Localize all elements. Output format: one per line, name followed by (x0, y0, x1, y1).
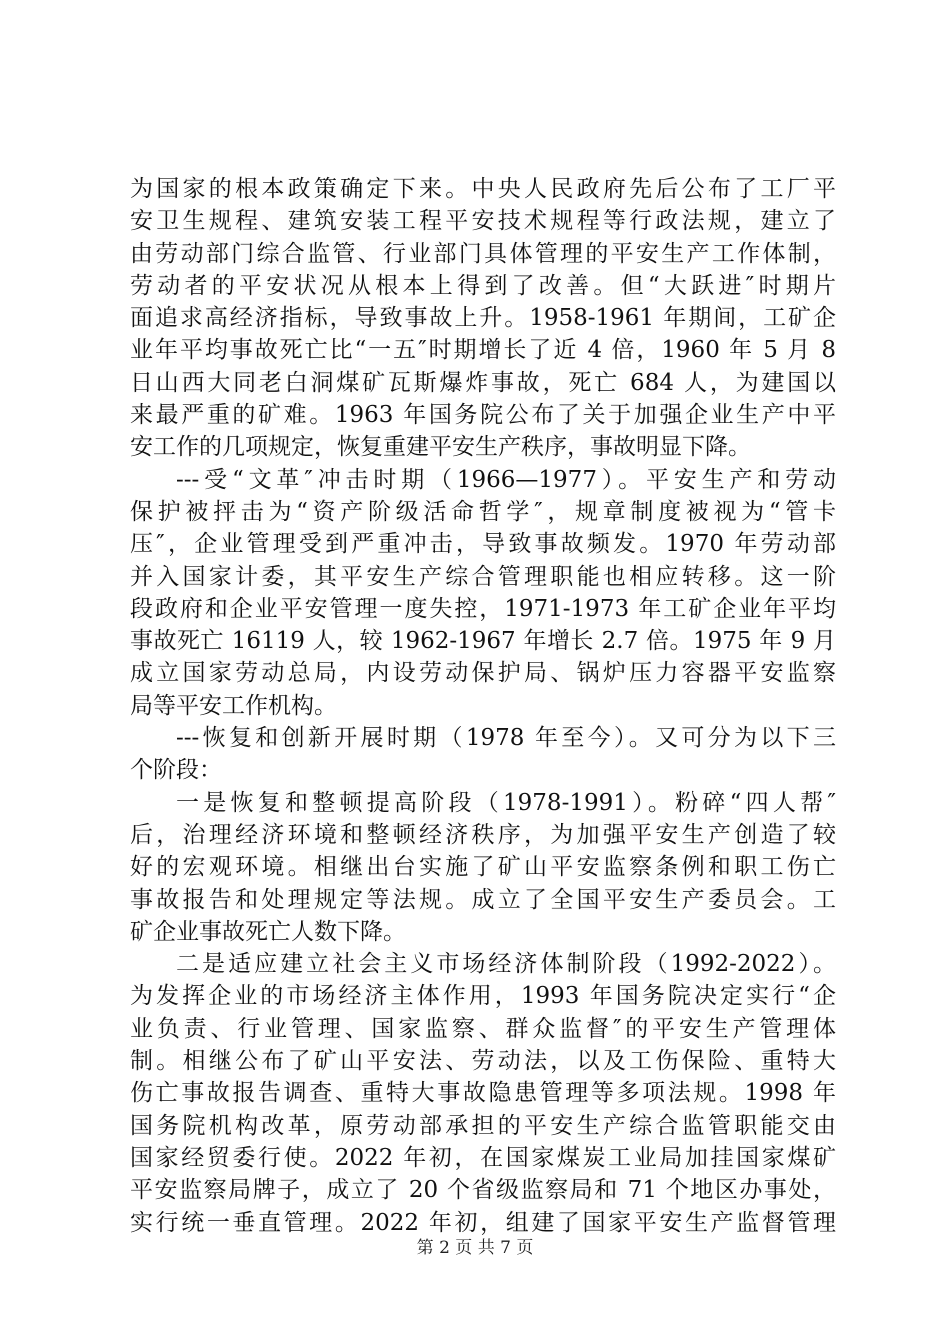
text-line: 面追求高经济指标，导致事故上升。1958-1961 年期间，工矿企 (130, 305, 836, 332)
text-line: 矿企业事故死亡人数下降。 (130, 918, 406, 945)
page-number-footer: 第 2 页 共 7 页 (416, 1238, 534, 1258)
text-line: 为发挥企业的市场经济主体作用，1993 年国务院决定实行“企 (130, 983, 836, 1010)
text-line: 为国家的根本政策确定下来。中央人民政府先后公布了工厂平 (130, 176, 836, 202)
text-line: 压″，企业管理受到严重冲击，导致事故频发。1970 年劳动部 (130, 531, 836, 558)
text-line: 事故报告和处理规定等法规。成立了全国平安生产委员会。工 (130, 886, 836, 913)
text-line: 由劳动部门综合监管、行业部门具体管理的平安生产工作体制， (130, 240, 836, 267)
text-line: 局等平安工作机构。 (130, 692, 337, 719)
text-line: 国务院机构改革，原劳动部承担的平安生产综合监管职能交由 (130, 1112, 836, 1139)
text-line: 保护被抨击为“资产阶级活命哲学″，规章制度被视为“管卡 (130, 498, 836, 525)
text-line: 平安监察局牌子，成立了 20 个省级监察局和 71 个地区办事处， (130, 1177, 836, 1204)
text-line: 伤亡事故报告调查、重特大事故隐患管理等多项法规。1998 年 (130, 1080, 836, 1107)
text-line: 实行统一垂直管理。2022 年初，组建了国家平安生产监督管理 (130, 1209, 836, 1236)
text-line: 制。相继公布了矿山平安法、劳动法，以及工伤保险、重特大 (130, 1048, 836, 1075)
text-line: 劳动者的平安状况从根本上得到了改善。但“大跃进″时期片 (130, 272, 836, 299)
text-line: 个阶段： (130, 757, 222, 784)
text-line: 日山西大同老白洞煤矿瓦斯爆炸事故，死亡 684 人，为建国以 (130, 369, 836, 396)
body-text (130, 173, 836, 1239)
text-line: 段政府和企业平安管理一度失控，1971-1973 年工矿企业年平均 (130, 595, 836, 622)
text-line: 业负责、行业管理、国家监察、群众监督″的平安生产管理体 (130, 1015, 836, 1042)
text-line: 安卫生规程、建筑安装工程平安技术规程等行政法规，建立了 (130, 208, 836, 235)
text-line: ---恢复和创新开展时期（1978 年至今）。又可分为以下三 (176, 725, 836, 752)
text-line: 后，治理经济环境和整顿经济秩序，为加强平安生产创造了较 (130, 821, 836, 848)
text-line: 二是适应建立社会主义市场经济体制阶段（1992-2022）。 (176, 951, 836, 978)
text-line: 来最严重的矿难。1963 年国务院公布了关于加强企业生产中平 (130, 402, 836, 429)
text-line: 好的宏观环境。相继出台实施了矿山平安监察条例和职工伤亡 (130, 854, 836, 881)
text-line: 国家经贸委行使。2022 年初，在国家煤炭工业局加挂国家煤矿 (130, 1144, 836, 1171)
text-line: 成立国家劳动总局，内设劳动保护局、锅炉压力容器平安监察 (130, 660, 836, 687)
text-line: 并入国家计委，其平安生产综合管理职能也相应转移。这一阶 (130, 563, 836, 590)
text-line: 安工作的几项规定，恢复重建平安生产秩序，事故明显下降。 (130, 434, 751, 461)
text-line: 一是恢复和整顿提高阶段（1978-1991）。粉碎“四人帮″ (176, 789, 836, 816)
text-line: 事故死亡 16119 人，较 1962-1967 年增长 2.7 倍。1975 年 9 月 (130, 628, 836, 655)
text-line: ---受“文革″冲击时期（1966—1977）。平安生产和劳动 (176, 466, 836, 493)
text-line: 业年平均事故死亡比“一五″时期增长了近 4 倍，1960 年 5 月 8 (130, 337, 836, 364)
